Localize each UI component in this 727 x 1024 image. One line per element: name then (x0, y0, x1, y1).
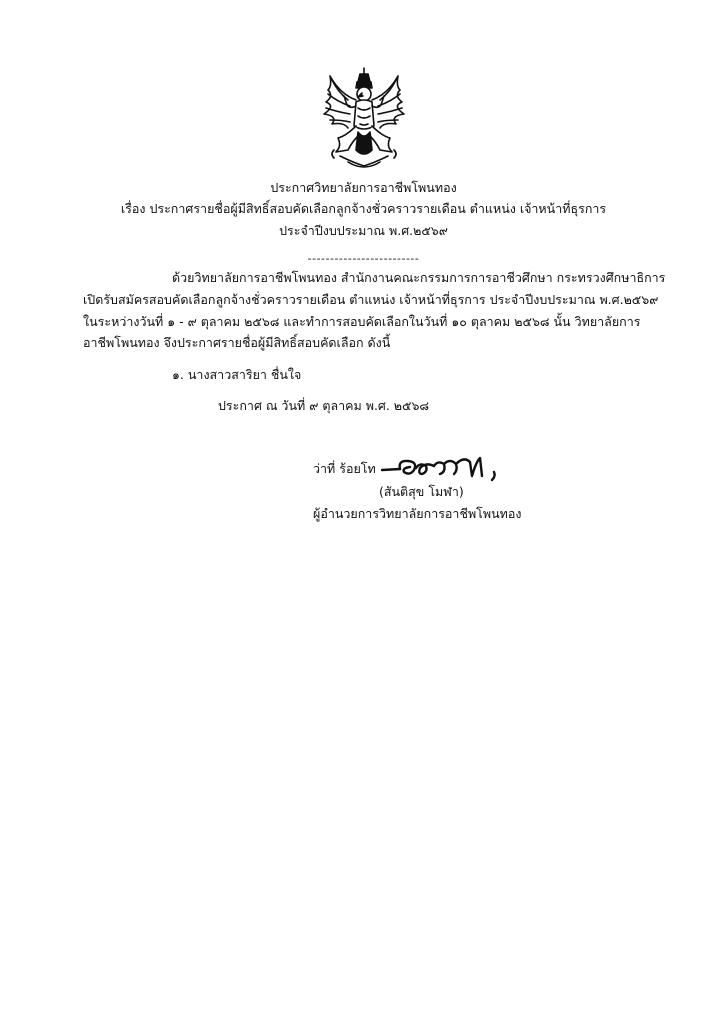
signer-name: (สันติสุข โมฬา) (379, 484, 464, 499)
paragraph-line-2: เปิดรับสมัครสอบคัดเลือกลูกจ้างชั่วคราวรายเดือน ตำแหน่ง เจ้าหน้าที่ธุรการ ประจำปีงบประมาณ พ.ศ.๒๕๖๙ (83, 292, 659, 307)
org-title: ประกาศวิทยาลัยการอาชีพโพนทอง (270, 180, 457, 195)
signature-icon (380, 452, 512, 484)
paragraph-line-4: อาชีพโพนทอง จึงประกาศรายชื่อผู้มีสิทธิ์สอบคัดเลือก ดังนี้ (83, 335, 391, 350)
announce-date: ประกาศ ณ วันที่ ๙ ตุลาคม พ.ศ. ๒๕๖๘ (218, 398, 430, 413)
list-item: ๑. นางสาวสาริยา ชื่นใจ (172, 367, 302, 382)
paragraph-line-1: ด้วยวิทยาลัยการอาชีพโพนทอง สำนักงานคณะกรรมการการอาชีวศึกษา กระทรวงศึกษาธิการ (172, 270, 666, 285)
signer-position: ผู้อำนวยการวิทยาลัยการอาชีพโพนทอง (313, 506, 522, 521)
garuda-emblem-icon (318, 66, 410, 174)
header-separator: ------------------------- (307, 252, 420, 265)
signer-rank: ว่าที่ ร้อยโท (313, 461, 376, 476)
subject-line: เรื่อง ประกาศรายชื่อผู้มีสิทธิ์สอบคัดเลือกลูกจ้างชั่วคราวรายเดือน ตำแหน่ง เจ้าหน้าที่ธุรการ (120, 201, 607, 216)
subject-line-2: ประจำปีงบประมาณ พ.ศ.๒๕๖๙ (279, 223, 448, 238)
paragraph-line-3: ในระหว่างวันที่ ๑ - ๙ ตุลาคม ๒๕๖๘ และทำการสอบคัดเลือกในวันที่ ๑๐ ตุลาคม ๒๕๖๘ นั้น วิทยาลัยการ (83, 314, 641, 329)
